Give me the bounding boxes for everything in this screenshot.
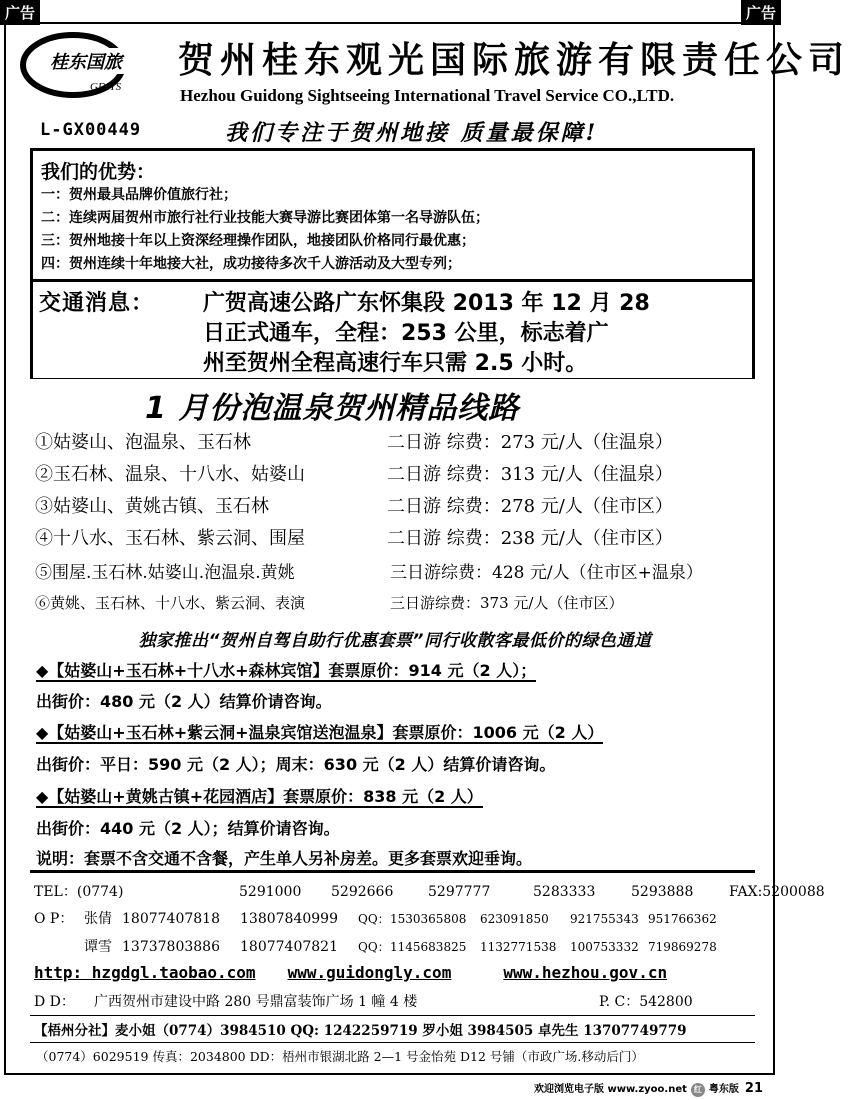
advantage-item: 三：贺州地接十年以上资深经理操作团队，地接团队价格同行最优惠；	[41, 233, 475, 249]
op-name: 谭雪	[84, 939, 112, 955]
websites-line	[34, 963, 667, 982]
postcode: P. C：542800	[599, 994, 693, 1010]
page-number: 21	[744, 1081, 763, 1096]
op-line	[34, 908, 717, 928]
branch-info: 【梧州分社】麦小姐（0774）3984510 QQ: 1242259719 罗小姐 3984505 卓先生 13707749779	[34, 1023, 687, 1039]
route-price: 二日游 综费：238 元/人（住市区）	[387, 528, 673, 549]
qq-number: 1530365808	[390, 912, 467, 926]
qq-number: 921755343	[570, 912, 639, 926]
route-name: ④十八水、玉石林、紫云洞、围屋	[35, 528, 305, 549]
promo-note: 说明：套票不含交通不含餐，产生单人另补房差。更多套票欢迎垂询。	[36, 849, 533, 868]
address-label: D D：	[34, 994, 75, 1010]
tel-number: 5291000	[239, 884, 302, 900]
tel-line	[34, 881, 825, 901]
route-item	[35, 592, 623, 613]
op-label: O P：	[34, 911, 74, 927]
op-phone: 18077407818	[122, 911, 220, 927]
website-link[interactable]: www.hezhou.gov.cn	[503, 963, 668, 982]
route-item	[35, 492, 673, 518]
ad-tag-left: 广告	[0, 0, 40, 25]
address-line	[34, 991, 693, 1011]
qq-number: 1145683825	[390, 940, 467, 954]
promo-package: ◆【姑婆山+黄姚古镇+花园酒店】套票原价：838 元（2 人）	[36, 787, 483, 806]
page-footer	[534, 1080, 763, 1097]
license-number: L-GX00449	[40, 120, 142, 140]
route-name: ②玉石林、温泉、十八水、姑婆山	[35, 464, 305, 485]
promo-line: 出街价：平日：590 元（2 人）；周末：630 元（2 人）结算价请咨询。	[36, 755, 556, 774]
promo-line	[36, 658, 536, 681]
op-line	[34, 936, 717, 956]
tel-number: 5293888	[631, 884, 694, 900]
qq-label: QQ：	[358, 940, 390, 954]
promo-title: 独家推出“贺州自驾自助行优惠套票”同行收散客最低价的绿色通道	[138, 631, 652, 651]
promo-line	[36, 720, 603, 743]
op-phone: 13807840999	[240, 911, 338, 927]
promo-package: ◆【姑婆山+玉石林+紫云洞+温泉宾馆送泡温泉】套票原价：1006 元（2 人）	[36, 723, 604, 742]
logo-text: 桂东国旅	[50, 52, 122, 73]
qq-number: 100753332	[570, 940, 639, 954]
route-item	[35, 558, 703, 583]
advantage-item: 二：连续两届贺州市旅行社行业技能大赛导游比赛团体第一名导游队伍；	[41, 210, 489, 226]
company-logo	[18, 30, 163, 100]
traffic-line: 州至贺州全程高速行车只需 2.5 小时。	[203, 351, 588, 376]
routes-title: 1 月份泡温泉贺州精品线路	[145, 391, 520, 426]
route-price: 二日游 综费：278 元/人（住市区）	[387, 496, 673, 517]
traffic-line: 日正式通车，全程：253 公里，标志着广	[203, 321, 609, 346]
qq-number: 719869278	[648, 940, 717, 954]
company-name-en: Hezhou Guidong Sightseeing International Travel Service CO.,LTD.	[180, 86, 675, 105]
op-phone: 18077407821	[240, 939, 338, 955]
qq-number: 623091850	[480, 912, 549, 926]
advantage-item: 四：贺州连续十年地接大社，成功接待多次千人游活动及大型专列；	[41, 256, 461, 272]
route-price: 二日游 综费：313 元/人（住温泉）	[387, 464, 673, 485]
route-item	[35, 524, 673, 550]
footer-badge-icon: 红	[691, 1083, 705, 1097]
edition-label: 粤东版	[708, 1084, 739, 1095]
route-price: 二日游 综费：273 元/人（住温泉）	[387, 432, 673, 453]
logo-sub: GDITS	[90, 81, 122, 93]
route-name: ③姑婆山、黄姚古镇、玉石林	[35, 496, 269, 517]
contact-section	[30, 870, 825, 1016]
address: 广西贺州市建设中路 280 号鼎富装饰广场 1 幢 4 楼	[94, 994, 418, 1010]
branch-address: （0774）6029519 传真：2034800 DD：梧州市银湖北路 2—1 号金怡苑 D12 号铺（市政广场.移动后门）	[36, 1049, 644, 1064]
tel-number: 5283333	[533, 884, 596, 900]
qq-number: 1132771538	[480, 940, 557, 954]
branch-line	[30, 1014, 755, 1043]
company-name-cn: 贺州桂东观光国际旅游有限责任公司	[178, 39, 850, 81]
branch-line-2	[30, 1043, 755, 1067]
route-name: ①姑婆山、泡温泉、玉石林	[35, 432, 251, 453]
traffic-news	[30, 281, 755, 379]
promo-line: 出街价：480 元（2 人）结算价请咨询。	[36, 692, 332, 711]
route-price: 三日游综费：373 元/人（住市区）	[390, 594, 624, 612]
website-link[interactable]: http: hzgdgl.taobao.com	[34, 963, 256, 982]
traffic-label: 交通消息：	[39, 291, 155, 316]
website-link[interactable]: www.guidongly.com	[287, 963, 452, 982]
fax-number: FAX:5200088	[729, 884, 825, 900]
promo-package: ◆【姑婆山+玉石林+十八水+森林宾馆】套票原价：914 元（2 人）；	[36, 661, 537, 680]
op-phone: 13737803886	[122, 939, 220, 955]
route-name: ⑥黄姚、玉石林、十八水、紫云洞、表演	[35, 594, 306, 612]
route-name: ⑤围屋.玉石林.姑婆山.泡温泉.黄姚	[35, 563, 295, 583]
tel-label: TEL：(0774)	[34, 884, 124, 900]
footer-text: 欢迎浏览电子版 www.zyoo.net	[533, 1084, 687, 1095]
qq-number: 951766362	[648, 912, 717, 926]
advantage-item: 一：贺州最具品牌价值旅行社；	[41, 187, 237, 203]
qq-label: QQ：	[358, 912, 390, 926]
route-item	[35, 428, 673, 454]
promo-line	[36, 784, 483, 807]
route-item	[35, 460, 673, 486]
op-name: 张倩	[84, 911, 112, 927]
ad-tag-right: 广告	[741, 0, 781, 25]
traffic-line: 广贺高速公路广东怀集段 2013 年 12 月 28	[203, 291, 650, 316]
promo-line: 出街价：440 元（2 人）；结算价请咨询。	[36, 819, 340, 838]
advantages-title: 我们的优势：	[41, 161, 156, 183]
tel-number: 5292666	[331, 884, 394, 900]
tel-number: 5297777	[428, 884, 491, 900]
promo-section	[35, 626, 755, 651]
route-price: 三日游综费：428 元/人（住市区+温泉）	[390, 563, 703, 583]
slogan: 我们专注于贺州地接 质量最保障!	[225, 120, 599, 146]
advantages-box	[30, 148, 755, 281]
